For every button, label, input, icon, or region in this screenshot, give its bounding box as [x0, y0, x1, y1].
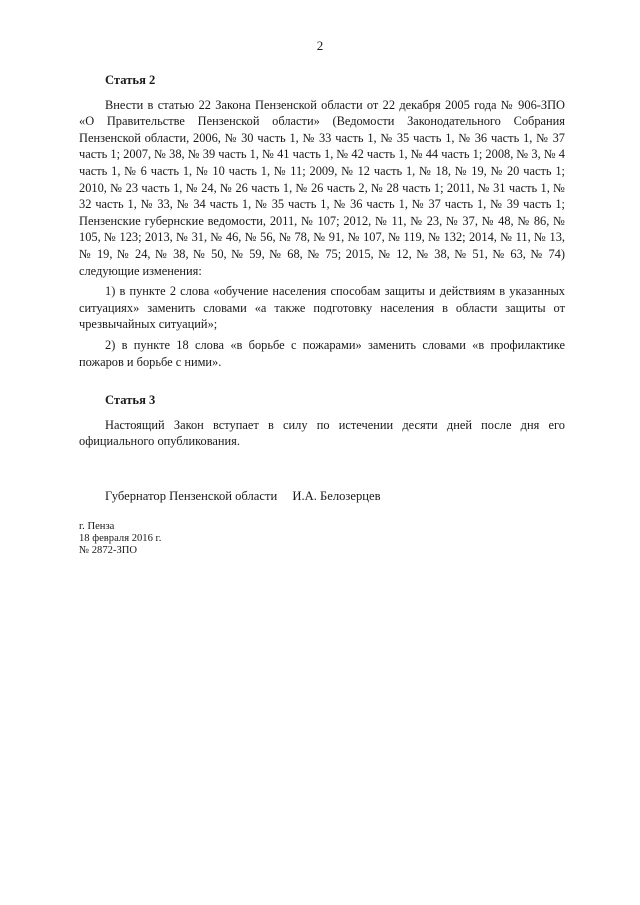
footer-city: г. Пенза [79, 521, 115, 532]
law-footer [79, 521, 161, 557]
article-2-intro: Внести в статью 22 Закона Пензенской области от 22 декабря 2005 года № 906-ЗПО «О Правительстве Пензенской области» (Ведомости Законодательного Собрания Пензенской области, 2006, № 30 часть 1, № 33 часть 1, № 35 часть 1, № 36 часть 1, № 37 часть 1; 2007, № 38, № 39 часть 1, № 41 часть 1, № 42 часть 1, № 44 часть 1; 2008, № 3, № 4 часть 1, № 6 часть 1, № 10 часть 1, № 11; 2009, № 12 часть 1, № 18, № 19, № 20 часть 1; 2010, № 23 часть 1, № 24, № 26 часть 1, № 26 часть 2, № 28 часть 1; 2011, № 31 часть 1, № 32 часть 1, № 33, № 34 часть 1, № 35 часть 1, № 36 часть 1, № 37 часть 1, № 39 часть 1; Пензенские губернские ведомости, 2011, № 107; 2012, № 11, № 23, № 37, № 48, № 86, № 105, № 123; 2013, № 31, № 46, № 56, № 78, № 91, № 107, № 119, № 132; 2014, № 11, № 13, № 19, № 24, № 38, № 50, № 59, № 68, № 75; 2015, № 12, № 38, № 51, № 63, № 74) следующие изменения: [79, 97, 565, 278]
article-3-text: Настоящий Закон вступает в силу по истечении десяти дней после дня его официального опубликования. [79, 417, 565, 449]
signatory-title: Губернатор Пензенской области [105, 489, 278, 503]
article-3-heading: Статья 3 [105, 393, 156, 408]
article-3 [79, 392, 565, 450]
article-2-item-2: 2) в пункте 18 слова «в борьбе с пожарами» заменить словами «в профилактике пожаров и борьбе с ними». [79, 337, 565, 369]
page-number: 2 [316, 38, 324, 53]
document-body [79, 72, 565, 450]
article-2 [79, 72, 565, 370]
footer-date: 18 февраля 2016 г. [79, 533, 162, 544]
signatory-name: И.А. Белозерцев [292, 489, 381, 503]
article-2-heading: Статья 2 [105, 73, 156, 87]
signature-block [105, 489, 381, 504]
article-2-item-1: 1) в пункте 2 слова «обучение населения способам защиты и действиям в указанных ситуациях» заменить словами «а также подготовку населения в области защиты от чрезвычайных ситуаций»; [79, 284, 565, 332]
footer-law-number: № 2872-ЗПО [79, 545, 138, 556]
